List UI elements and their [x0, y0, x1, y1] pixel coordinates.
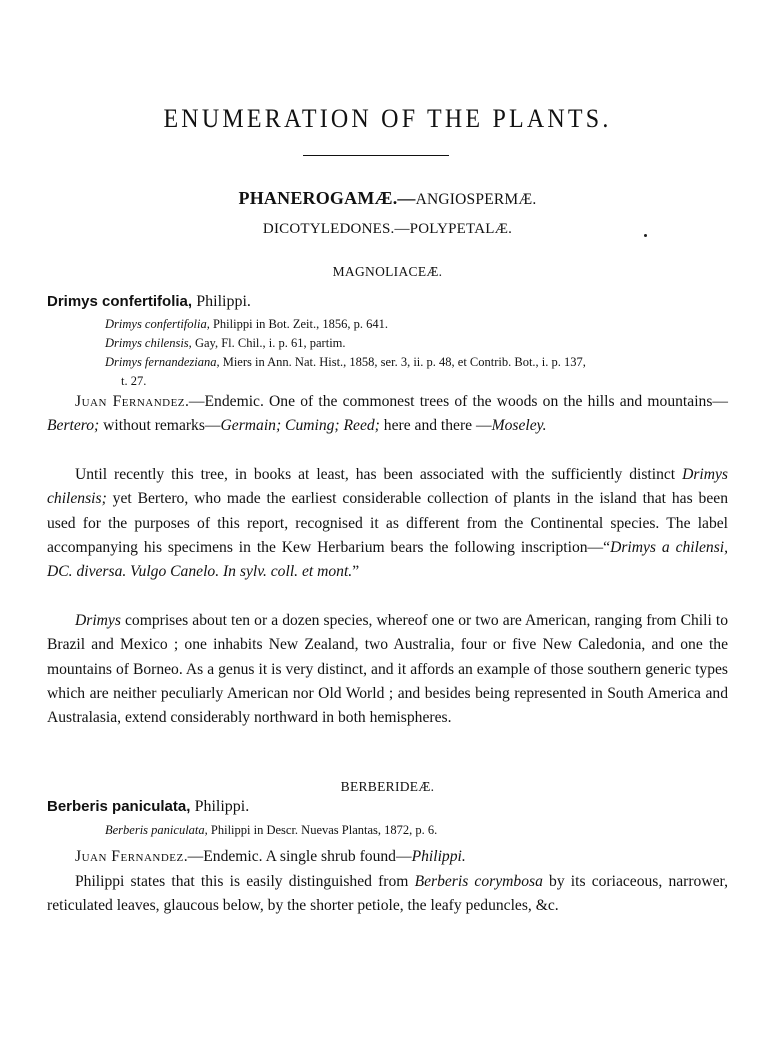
family-heading-berberideae: BERBERIDEÆ.: [340, 779, 435, 794]
subclass-heading: DICOTYLEDONES.—POLYPETALÆ.: [262, 221, 513, 237]
synonym-line: Drimys fernandeziana, Miers in Ann. Nat. Hist., 1858, ser. 3, ii. p. 48, et Contrib. Bot., i. p. 137, t. 27.: [105, 355, 586, 388]
species-heading-berberis: [47, 797, 249, 817]
synonym-list-drimys: [105, 315, 728, 391]
species-author: Philippi.: [196, 293, 251, 310]
paragraph-history: Until recently this tree, in books at least, has been associated with the sufficiently distinct Drimys chilensis; yet Bertero, who made the earliest considerable collection of plants in the island that has been used for the purposes of this report, recognised it as different from the Continental species. The label accompanying his specimens in the Kew Herbarium bears the following inscription—“Drimys a chilensi, DC. diversa. Vulgo Canelo. In sylv. coll. et mont.”: [47, 466, 728, 581]
class-heading-main: PHANEROGAMÆ.—: [238, 188, 416, 208]
species-name: Berberis paniculata,: [47, 798, 191, 815]
species-name: Drimys confertifolia,: [47, 293, 193, 310]
synonym-line: Drimys confertifolia, Philippi in Bot. Zeit., 1856, p. 641.: [105, 317, 388, 331]
family-heading-magnoliaceae: MAGNOLIACEÆ.: [332, 264, 443, 279]
title-rule: [303, 155, 449, 156]
species-author: Philippi.: [194, 798, 250, 815]
paragraph-berberis-notes: Philippi states that this is easily distinguished from Berberis corymbosa by its coriaceous, narrower, reticulated leaves, glaucous below, by the shorter petiole, the leafy peduncles, &c.: [47, 873, 728, 915]
synonym-line: Drimys chilensis, Gay, Fl. Chil., i. p. 61, partim.: [105, 336, 346, 350]
paragraph-distribution-berberis: Juan Fernandez.—Endemic. A single shrub found—Philippi.: [75, 848, 466, 865]
print-speck: [644, 234, 647, 237]
page: [47, 0, 728, 1050]
synonym-list-berberis: [105, 821, 728, 840]
class-heading: [47, 186, 728, 212]
class-heading-rest: ANGIOSPERMÆ.: [415, 191, 537, 208]
synonym-line: Berberis paniculata, Philippi in Descr. Nuevas Plantas, 1872, p. 6.: [105, 823, 438, 837]
species-heading-drimys: [47, 292, 251, 312]
page-title: ENUMERATION OF THE PLANTS.: [163, 104, 612, 134]
paragraph-genus: Drimys comprises about ten or a dozen species, whereof one or two are American, ranging from Chili to Brazil and Mexico ; one inhabits New Zealand, two Australia, four or five New Caledonia, and one the mountains of Borneo. As a genus it is very distinct, and it affords an example of those southern generic types which are neither peculiarly American nor Old World ; and besides being represented in South America and Australasia, extend considerably northward in both hemispheres.: [47, 612, 728, 727]
paragraph-distribution: Juan Fernandez.—Endemic. One of the commonest trees of the woods on the hills and mountains—Bertero; without remarks—Germain; Cuming; Reed; here and there —Moseley.: [47, 393, 728, 435]
